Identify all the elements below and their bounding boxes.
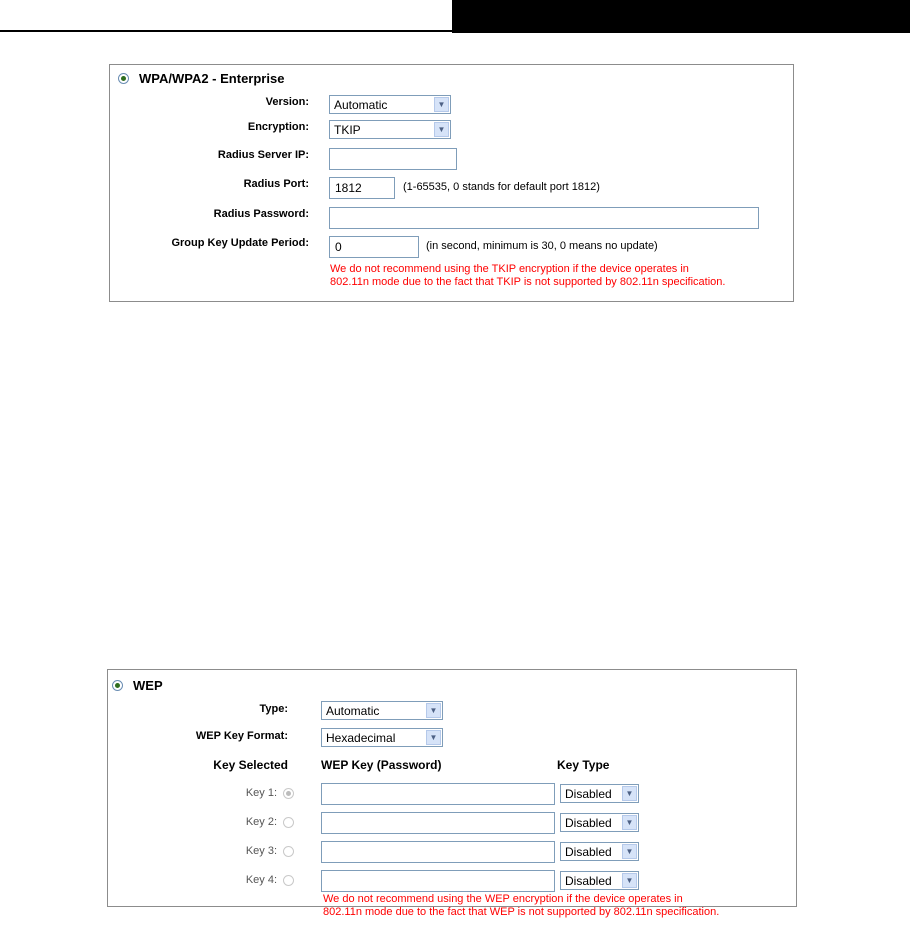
chevron-down-icon: ▼: [426, 703, 441, 718]
wep-format-value: Hexadecimal: [326, 730, 396, 745]
header-rule: [0, 30, 455, 32]
wpa-enterprise-panel: [109, 64, 794, 302]
key-3-type-select[interactable]: [560, 842, 639, 861]
chevron-down-icon: ▼: [622, 786, 637, 801]
wep-warning-line-2: 802.11n mode due to the fact that WEP is not supported by 802.11n specification.: [323, 906, 720, 918]
wep-type-value: Automatic: [326, 703, 380, 718]
encryption-select[interactable]: [329, 120, 451, 139]
chevron-down-icon: ▼: [622, 873, 637, 888]
wep-type-select[interactable]: [321, 701, 443, 720]
wpa-enterprise-title: WPA/WPA2 - Enterprise: [139, 71, 285, 86]
group-key-label: Group Key Update Period:: [171, 237, 309, 249]
encryption-value: TKIP: [334, 122, 361, 137]
chevron-down-icon: ▼: [622, 844, 637, 859]
tkip-warning-line-1: We do not recommend using the TKIP encryption if the device operates in: [330, 263, 689, 275]
chevron-down-icon: ▼: [434, 122, 449, 137]
group-key-input[interactable]: 0: [329, 236, 419, 258]
col-key-selected: Key Selected: [213, 758, 288, 772]
chevron-down-icon: ▼: [426, 730, 441, 745]
key-3-input[interactable]: [321, 841, 555, 863]
tkip-warning-line-2: 802.11n mode due to the fact that TKIP is not supported by 802.11n specification.: [330, 276, 726, 288]
radius-password-input[interactable]: [329, 207, 759, 229]
key-1-type-value: Disabled: [565, 786, 612, 801]
radius-port-input[interactable]: 1812: [329, 177, 395, 199]
radius-ip-label: Radius Server IP:: [217, 149, 309, 161]
radius-port-label: Radius Port:: [243, 178, 309, 190]
key-1-type-select[interactable]: [560, 784, 639, 803]
key-2-selector: [246, 816, 294, 828]
encryption-label: Encryption:: [247, 121, 309, 133]
version-select[interactable]: [329, 95, 451, 114]
key-4-input[interactable]: [321, 870, 555, 892]
col-wep-key: WEP Key (Password): [321, 758, 442, 772]
key-4-label: Key 4:: [245, 874, 277, 886]
wep-header: [112, 678, 163, 693]
col-key-type: Key Type: [557, 758, 610, 772]
key-4-type-select[interactable]: [560, 871, 639, 890]
group-key-hint: (in second, minimum is 30, 0 means no update): [426, 240, 658, 252]
wep-panel: [107, 669, 797, 918]
key-4-type-value: Disabled: [565, 873, 612, 888]
key-3-label: Key 3:: [245, 845, 277, 857]
key-2-input[interactable]: [321, 812, 555, 834]
key-1-label: Key 1:: [245, 787, 277, 799]
key-4-selector: [246, 874, 294, 886]
key-1-selector: [246, 787, 294, 799]
wep-radio[interactable]: [112, 680, 123, 691]
key-3-radio[interactable]: [283, 846, 294, 857]
wpa-enterprise-radio[interactable]: [118, 73, 129, 84]
key-2-type-select[interactable]: [560, 813, 639, 832]
key-2-type-value: Disabled: [565, 815, 612, 830]
wep-type-label: Type:: [259, 703, 288, 715]
radius-password-label: Radius Password:: [213, 208, 309, 220]
key-4-radio[interactable]: [283, 875, 294, 886]
chevron-down-icon: ▼: [434, 97, 449, 112]
version-value: Automatic: [334, 97, 388, 112]
key-2-radio[interactable]: [283, 817, 294, 828]
version-label: Version:: [265, 96, 309, 108]
wep-title: WEP: [133, 678, 163, 693]
wep-format-label: WEP Key Format:: [195, 730, 288, 742]
key-3-selector: [246, 845, 294, 857]
key-1-input[interactable]: [321, 783, 555, 805]
chevron-down-icon: ▼: [622, 815, 637, 830]
radius-port-hint: (1-65535, 0 stands for default port 1812): [403, 181, 600, 193]
key-2-label: Key 2:: [245, 816, 277, 828]
radius-ip-input[interactable]: [329, 148, 457, 170]
header-black-bar: [452, 0, 910, 33]
key-3-type-value: Disabled: [565, 844, 612, 859]
key-1-radio[interactable]: [283, 788, 294, 799]
wep-warning-line-1: We do not recommend using the WEP encryption if the device operates in: [323, 893, 683, 905]
wpa-enterprise-header: [118, 71, 284, 86]
wep-format-select[interactable]: [321, 728, 443, 747]
